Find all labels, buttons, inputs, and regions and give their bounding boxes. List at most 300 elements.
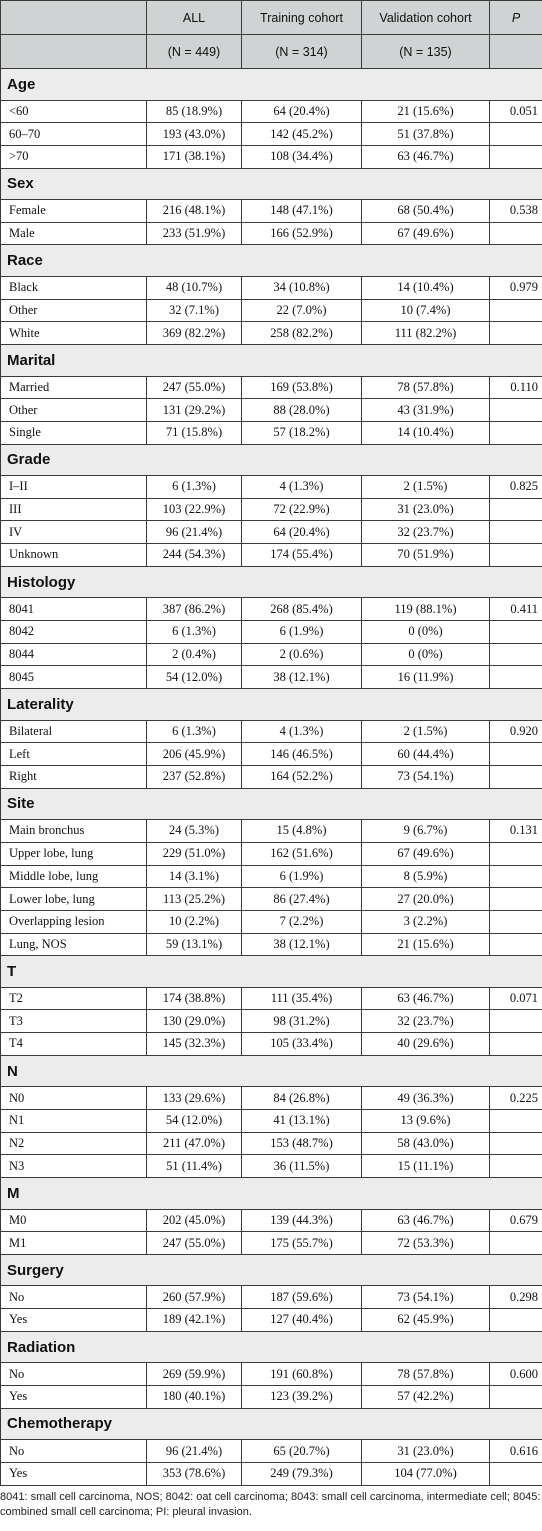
table-row	[1, 299, 542, 322]
cell-all: 171 (38.1%)	[147, 145, 242, 168]
cell-training: 41 (13.1%)	[242, 1110, 362, 1133]
cell-all: 48 (10.7%)	[147, 276, 242, 299]
cell-validation: 57 (42.2%)	[362, 1386, 490, 1409]
table-row	[1, 1155, 542, 1178]
row-label: T2	[1, 987, 147, 1010]
section-title: Grade	[1, 444, 542, 476]
cell-validation: 14 (10.4%)	[362, 421, 490, 444]
header-blank-cell	[1, 1, 147, 35]
cell-training: 175 (55.7%)	[242, 1232, 362, 1255]
table-row	[1, 1087, 542, 1110]
header-training-cohort: Training cohort	[242, 1, 362, 35]
cell-all: 96 (21.4%)	[147, 1440, 242, 1463]
table-row	[1, 521, 542, 544]
section-header	[1, 444, 542, 476]
row-label: 8041	[1, 598, 147, 621]
cell-all: 260 (57.9%)	[147, 1286, 242, 1309]
table-row	[1, 498, 542, 521]
row-label: Female	[1, 200, 147, 223]
cell-all: 193 (43.0%)	[147, 123, 242, 146]
cell-all: 247 (55.0%)	[147, 1232, 242, 1255]
cell-p-value	[490, 1110, 542, 1133]
cell-validation: 49 (36.3%)	[362, 1087, 490, 1110]
cell-p-value	[490, 1010, 542, 1033]
row-label: IV	[1, 521, 147, 544]
cell-training: 148 (47.1%)	[242, 200, 362, 223]
row-label: Upper lobe, lung	[1, 842, 147, 865]
cell-training: 187 (59.6%)	[242, 1286, 362, 1309]
cell-validation: 63 (46.7%)	[362, 145, 490, 168]
cell-p-value	[490, 888, 542, 911]
cell-p-value	[490, 666, 542, 689]
cell-validation: 31 (23.0%)	[362, 498, 490, 521]
cell-p-value	[490, 842, 542, 865]
table-row	[1, 544, 542, 567]
table-row	[1, 743, 542, 766]
cell-validation: 63 (46.7%)	[362, 987, 490, 1010]
row-label: Left	[1, 743, 147, 766]
cell-training: 64 (20.4%)	[242, 521, 362, 544]
cell-all: 59 (13.1%)	[147, 933, 242, 956]
count-validation: (N = 135)	[362, 35, 490, 69]
cell-validation: 2 (1.5%)	[362, 720, 490, 743]
cell-all: 6 (1.3%)	[147, 621, 242, 644]
table-row	[1, 1386, 542, 1409]
cell-all: 233 (51.9%)	[147, 222, 242, 245]
cell-p-value: 0.538	[490, 200, 542, 223]
header-p-value	[490, 1, 542, 35]
row-label: T3	[1, 1010, 147, 1033]
cell-training: 268 (85.4%)	[242, 598, 362, 621]
cell-p-value	[490, 910, 542, 933]
cell-validation: 40 (29.6%)	[362, 1033, 490, 1056]
cell-p-value	[490, 1462, 542, 1485]
count-blank-p	[490, 35, 542, 69]
cell-validation: 67 (49.6%)	[362, 842, 490, 865]
cell-validation: 15 (11.1%)	[362, 1155, 490, 1178]
cell-all: 103 (22.9%)	[147, 498, 242, 521]
row-label: Other	[1, 399, 147, 422]
cell-p-value: 0.110	[490, 376, 542, 399]
row-label: M1	[1, 1232, 147, 1255]
cell-training: 169 (53.8%)	[242, 376, 362, 399]
cell-p-value	[490, 1309, 542, 1332]
row-label: No	[1, 1440, 147, 1463]
row-label: Yes	[1, 1309, 147, 1332]
section-header	[1, 566, 542, 598]
table-row	[1, 1309, 542, 1332]
table-row	[1, 200, 542, 223]
cell-all: 269 (59.9%)	[147, 1363, 242, 1386]
cell-training: 111 (35.4%)	[242, 987, 362, 1010]
row-label: Black	[1, 276, 147, 299]
section-header	[1, 345, 542, 377]
section-title: Race	[1, 245, 542, 277]
cell-training: 64 (20.4%)	[242, 100, 362, 123]
cell-all: 24 (5.3%)	[147, 820, 242, 843]
cell-training: 139 (44.3%)	[242, 1209, 362, 1232]
cell-validation: 63 (46.7%)	[362, 1209, 490, 1232]
table-row	[1, 888, 542, 911]
table-row	[1, 643, 542, 666]
cell-p-value	[490, 399, 542, 422]
cell-p-value	[490, 621, 542, 644]
section-title: Age	[1, 69, 542, 101]
cell-validation: 62 (45.9%)	[362, 1309, 490, 1332]
cell-all: 247 (55.0%)	[147, 376, 242, 399]
table-row	[1, 720, 542, 743]
cell-training: 164 (52.2%)	[242, 765, 362, 788]
table-body	[1, 1, 542, 1486]
row-label: Overlapping lesion	[1, 910, 147, 933]
cell-validation: 10 (7.4%)	[362, 299, 490, 322]
section-title: Chemotherapy	[1, 1408, 542, 1440]
table-row	[1, 621, 542, 644]
section-title: Sex	[1, 168, 542, 200]
cell-p-value: 0.071	[490, 987, 542, 1010]
cell-all: 202 (45.0%)	[147, 1209, 242, 1232]
section-header	[1, 1408, 542, 1440]
cell-p-value: 0.600	[490, 1363, 542, 1386]
cell-validation: 13 (9.6%)	[362, 1110, 490, 1133]
cell-p-value	[490, 1132, 542, 1155]
cell-training: 162 (51.6%)	[242, 842, 362, 865]
cell-all: 189 (42.1%)	[147, 1309, 242, 1332]
cell-p-value	[490, 1386, 542, 1409]
cell-p-value	[490, 299, 542, 322]
row-label: Yes	[1, 1462, 147, 1485]
cell-training: 4 (1.3%)	[242, 476, 362, 499]
cell-p-value: 0.131	[490, 820, 542, 843]
cell-validation: 78 (57.8%)	[362, 1363, 490, 1386]
cell-all: 51 (11.4%)	[147, 1155, 242, 1178]
row-label: <60	[1, 100, 147, 123]
table-row	[1, 1363, 542, 1386]
cell-all: 237 (52.8%)	[147, 765, 242, 788]
cell-p-value	[490, 1232, 542, 1255]
cell-p-value	[490, 544, 542, 567]
table-row	[1, 276, 542, 299]
cell-training: 105 (33.4%)	[242, 1033, 362, 1056]
table-row	[1, 1110, 542, 1133]
row-label: >70	[1, 145, 147, 168]
cell-validation: 119 (88.1%)	[362, 598, 490, 621]
cell-training: 36 (11.5%)	[242, 1155, 362, 1178]
cell-all: 229 (51.0%)	[147, 842, 242, 865]
cell-training: 98 (31.2%)	[242, 1010, 362, 1033]
row-label: III	[1, 498, 147, 521]
table-row	[1, 1132, 542, 1155]
table-row	[1, 1232, 542, 1255]
table-row	[1, 222, 542, 245]
cell-all: 133 (29.6%)	[147, 1087, 242, 1110]
cell-all: 71 (15.8%)	[147, 421, 242, 444]
cell-training: 65 (20.7%)	[242, 1440, 362, 1463]
cell-all: 174 (38.8%)	[147, 987, 242, 1010]
row-label: Male	[1, 222, 147, 245]
cell-p-value	[490, 643, 542, 666]
cell-validation: 31 (23.0%)	[362, 1440, 490, 1463]
cell-all: 131 (29.2%)	[147, 399, 242, 422]
cell-training: 153 (48.7%)	[242, 1132, 362, 1155]
cell-p-value: 0.825	[490, 476, 542, 499]
cell-p-value: 0.616	[490, 1440, 542, 1463]
cell-p-value: 0.979	[490, 276, 542, 299]
cell-all: 180 (40.1%)	[147, 1386, 242, 1409]
cell-p-value	[490, 865, 542, 888]
cell-training: 249 (79.3%)	[242, 1462, 362, 1485]
section-title: M	[1, 1178, 542, 1210]
cell-training: 84 (26.8%)	[242, 1087, 362, 1110]
cell-validation: 111 (82.2%)	[362, 322, 490, 345]
row-label: Main bronchus	[1, 820, 147, 843]
row-label: 8044	[1, 643, 147, 666]
row-label: Lower lobe, lung	[1, 888, 147, 911]
cell-validation: 21 (15.6%)	[362, 100, 490, 123]
cell-training: 142 (45.2%)	[242, 123, 362, 146]
cell-all: 6 (1.3%)	[147, 720, 242, 743]
cell-all: 6 (1.3%)	[147, 476, 242, 499]
cell-validation: 51 (37.8%)	[362, 123, 490, 146]
cell-training: 123 (39.2%)	[242, 1386, 362, 1409]
cell-training: 34 (10.8%)	[242, 276, 362, 299]
cell-all: 54 (12.0%)	[147, 1110, 242, 1133]
cell-p-value	[490, 123, 542, 146]
row-label: 8042	[1, 621, 147, 644]
count-blank-cell	[1, 35, 147, 69]
row-label: Middle lobe, lung	[1, 865, 147, 888]
cell-training: 4 (1.3%)	[242, 720, 362, 743]
cell-training: 57 (18.2%)	[242, 421, 362, 444]
cell-training: 127 (40.4%)	[242, 1309, 362, 1332]
cell-all: 14 (3.1%)	[147, 865, 242, 888]
row-label: Yes	[1, 1386, 147, 1409]
cell-all: 2 (0.4%)	[147, 643, 242, 666]
section-title: Surgery	[1, 1254, 542, 1286]
table-row	[1, 476, 542, 499]
cell-training: 146 (46.5%)	[242, 743, 362, 766]
cell-p-value: 0.920	[490, 720, 542, 743]
row-label: Unknown	[1, 544, 147, 567]
cell-training: 38 (12.1%)	[242, 933, 362, 956]
cell-p-value: 0.225	[490, 1087, 542, 1110]
cell-validation: 27 (20.0%)	[362, 888, 490, 911]
cell-validation: 9 (6.7%)	[362, 820, 490, 843]
section-title: Histology	[1, 566, 542, 598]
table-row	[1, 987, 542, 1010]
table-row	[1, 666, 542, 689]
cell-p-value	[490, 222, 542, 245]
section-header	[1, 788, 542, 820]
cell-training: 38 (12.1%)	[242, 666, 362, 689]
cell-p-value	[490, 322, 542, 345]
table-row	[1, 933, 542, 956]
section-title: Laterality	[1, 689, 542, 721]
row-label: Single	[1, 421, 147, 444]
cell-all: 353 (78.6%)	[147, 1462, 242, 1485]
row-label: T4	[1, 1033, 147, 1056]
row-label: Other	[1, 299, 147, 322]
cell-validation: 58 (43.0%)	[362, 1132, 490, 1155]
cell-training: 174 (55.4%)	[242, 544, 362, 567]
cell-p-value: 0.411	[490, 598, 542, 621]
cell-p-value: 0.679	[490, 1209, 542, 1232]
cell-training: 15 (4.8%)	[242, 820, 362, 843]
row-label: No	[1, 1286, 147, 1309]
cell-validation: 68 (50.4%)	[362, 200, 490, 223]
row-label: M0	[1, 1209, 147, 1232]
section-title: Marital	[1, 345, 542, 377]
table-row	[1, 123, 542, 146]
cell-validation: 72 (53.3%)	[362, 1232, 490, 1255]
row-label: 60–70	[1, 123, 147, 146]
row-label: N3	[1, 1155, 147, 1178]
cell-p-value: 0.051	[490, 100, 542, 123]
cell-p-value: 0.298	[490, 1286, 542, 1309]
cell-training: 6 (1.9%)	[242, 865, 362, 888]
row-label: Right	[1, 765, 147, 788]
cell-validation: 73 (54.1%)	[362, 1286, 490, 1309]
cell-all: 130 (29.0%)	[147, 1010, 242, 1033]
section-title: T	[1, 956, 542, 988]
section-header	[1, 168, 542, 200]
table-footnote: 8041: small cell carcinoma, NOS; 8042: oat cell carcinoma; 8043: small cell carcinoma, intermediate cell; 8045: combined small cell carcinoma; PI: pleural invasion.	[0, 1491, 541, 1518]
header-count-row	[1, 35, 542, 69]
cell-training: 86 (27.4%)	[242, 888, 362, 911]
table-row	[1, 322, 542, 345]
table-row	[1, 145, 542, 168]
cell-validation: 14 (10.4%)	[362, 276, 490, 299]
cell-all: 113 (25.2%)	[147, 888, 242, 911]
section-header	[1, 245, 542, 277]
cell-p-value	[490, 743, 542, 766]
header-row	[1, 1, 542, 35]
table-row	[1, 376, 542, 399]
cell-training: 191 (60.8%)	[242, 1363, 362, 1386]
table-row	[1, 865, 542, 888]
cell-validation: 78 (57.8%)	[362, 376, 490, 399]
header-p-label: P	[511, 10, 521, 25]
cell-all: 10 (2.2%)	[147, 910, 242, 933]
cell-training: 166 (52.9%)	[242, 222, 362, 245]
header-validation-cohort: Validation cohort	[362, 1, 490, 35]
cell-training: 258 (82.2%)	[242, 322, 362, 345]
row-label: Lung, NOS	[1, 933, 147, 956]
cell-training: 7 (2.2%)	[242, 910, 362, 933]
cell-p-value	[490, 498, 542, 521]
cell-all: 216 (48.1%)	[147, 200, 242, 223]
cell-validation: 0 (0%)	[362, 621, 490, 644]
cell-validation: 21 (15.6%)	[362, 933, 490, 956]
cell-training: 22 (7.0%)	[242, 299, 362, 322]
row-label: Married	[1, 376, 147, 399]
table-row	[1, 1462, 542, 1485]
count-training: (N = 314)	[242, 35, 362, 69]
section-header	[1, 689, 542, 721]
cell-validation: 3 (2.2%)	[362, 910, 490, 933]
row-label: No	[1, 1363, 147, 1386]
cell-validation: 32 (23.7%)	[362, 1010, 490, 1033]
table-row	[1, 1010, 542, 1033]
section-header	[1, 1254, 542, 1286]
cell-all: 85 (18.9%)	[147, 100, 242, 123]
cell-all: 387 (86.2%)	[147, 598, 242, 621]
row-label: N2	[1, 1132, 147, 1155]
cell-p-value	[490, 1033, 542, 1056]
cell-validation: 0 (0%)	[362, 643, 490, 666]
cell-all: 211 (47.0%)	[147, 1132, 242, 1155]
cell-validation: 70 (51.9%)	[362, 544, 490, 567]
header-all: ALL	[147, 1, 242, 35]
count-all: (N = 449)	[147, 35, 242, 69]
section-header	[1, 1178, 542, 1210]
row-label: Bilateral	[1, 720, 147, 743]
cell-p-value	[490, 933, 542, 956]
cell-p-value	[490, 521, 542, 544]
cell-all: 32 (7.1%)	[147, 299, 242, 322]
section-title: Radiation	[1, 1331, 542, 1363]
cell-p-value	[490, 765, 542, 788]
table-row	[1, 421, 542, 444]
table-row	[1, 820, 542, 843]
table-row	[1, 910, 542, 933]
cell-training: 2 (0.6%)	[242, 643, 362, 666]
cell-p-value	[490, 145, 542, 168]
table-row	[1, 1440, 542, 1463]
section-header	[1, 69, 542, 101]
cell-validation: 2 (1.5%)	[362, 476, 490, 499]
table-row	[1, 1209, 542, 1232]
row-label: N0	[1, 1087, 147, 1110]
cell-all: 369 (82.2%)	[147, 322, 242, 345]
cell-all: 54 (12.0%)	[147, 666, 242, 689]
cell-validation: 67 (49.6%)	[362, 222, 490, 245]
table-row	[1, 100, 542, 123]
table-row	[1, 598, 542, 621]
cell-all: 96 (21.4%)	[147, 521, 242, 544]
row-label: 8045	[1, 666, 147, 689]
cell-validation: 43 (31.9%)	[362, 399, 490, 422]
cell-p-value	[490, 1155, 542, 1178]
cell-validation: 32 (23.7%)	[362, 521, 490, 544]
section-header	[1, 1055, 542, 1087]
section-title: Site	[1, 788, 542, 820]
table-row	[1, 1033, 542, 1056]
row-label: N1	[1, 1110, 147, 1133]
cell-training: 72 (22.9%)	[242, 498, 362, 521]
cell-validation: 73 (54.1%)	[362, 765, 490, 788]
cell-all: 206 (45.9%)	[147, 743, 242, 766]
section-title: N	[1, 1055, 542, 1087]
cell-validation: 8 (5.9%)	[362, 865, 490, 888]
table-row	[1, 399, 542, 422]
cell-all: 244 (54.3%)	[147, 544, 242, 567]
cell-validation: 104 (77.0%)	[362, 1462, 490, 1485]
section-header	[1, 1331, 542, 1363]
row-label: I–II	[1, 476, 147, 499]
table-row	[1, 842, 542, 865]
cell-training: 108 (34.4%)	[242, 145, 362, 168]
cell-p-value	[490, 421, 542, 444]
table-row	[1, 765, 542, 788]
row-label: White	[1, 322, 147, 345]
section-header	[1, 956, 542, 988]
cell-all: 145 (32.3%)	[147, 1033, 242, 1056]
cell-training: 88 (28.0%)	[242, 399, 362, 422]
table-row	[1, 1286, 542, 1309]
cell-validation: 16 (11.9%)	[362, 666, 490, 689]
cell-validation: 60 (44.4%)	[362, 743, 490, 766]
